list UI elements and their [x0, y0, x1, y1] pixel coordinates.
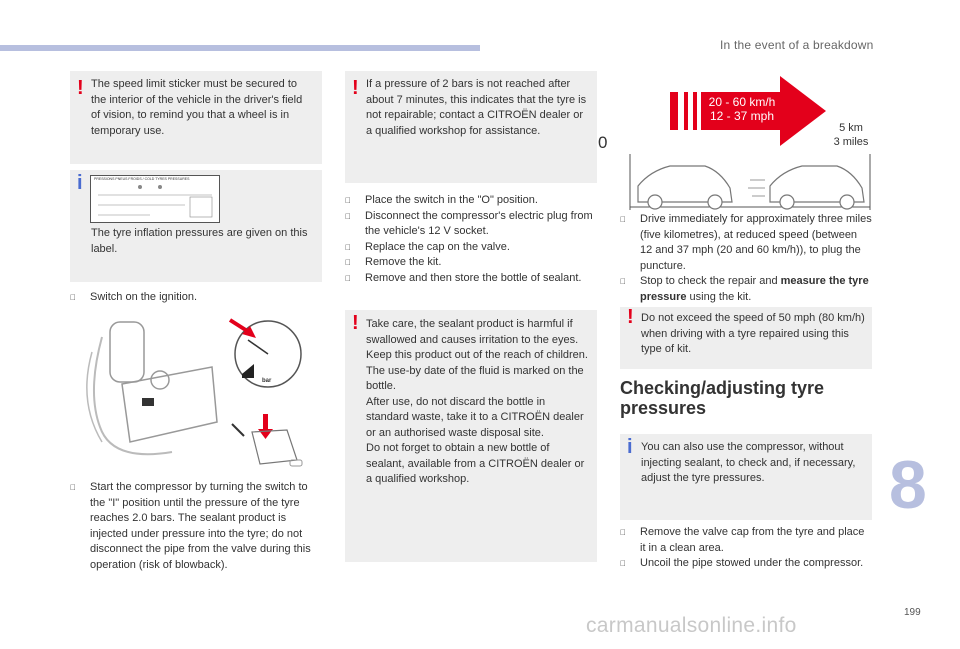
warning-icon: ! — [352, 312, 359, 334]
page-number: 199 — [904, 607, 921, 618]
speed-range-label: 20 - 60 km/h 12 - 37 mph — [708, 95, 776, 123]
warning-paragraph: The use-by date of the fluid is marked on the bottle. — [366, 364, 584, 392]
warning-paragraph: Take care, the sealant product is harmful if swallowed and causes irritation to the eyes. — [366, 318, 579, 346]
tyre-pressure-label-image — [90, 175, 220, 223]
warning-box-sticker — [70, 71, 322, 164]
warning-box-pressure — [345, 71, 597, 183]
info-text: You can also use the compressor, without injecting sealant, to check and, if necessary, adjust the tyre pressures. — [641, 441, 856, 484]
checkbox-bullet-icon — [345, 271, 351, 287]
list-item: Place the switch in the "O" position. — [345, 193, 603, 209]
warning-paragraph: After use, do not discard the bottle in standard waste, take it to a CITROËN dealer or an authorised waste disposal site. — [366, 395, 584, 439]
checkbox-bullet-icon — [345, 209, 351, 225]
warning-paragraph: Keep this product out of the reach of children. — [366, 349, 588, 361]
list-item: Uncoil the pipe stowed under the compressor. — [620, 556, 872, 572]
list-item: Disconnect the compressor's electric plug from the vehicle's 12 V socket. — [345, 209, 603, 240]
warning-icon: ! — [352, 77, 359, 99]
info-icon: i — [627, 436, 633, 458]
warning-icon: ! — [627, 306, 634, 328]
section-heading: Checking/adjusting tyre pressures — [620, 378, 825, 418]
checkbox-bullet-icon — [70, 480, 76, 496]
watermark: carmanualsonline.info — [586, 614, 797, 637]
warning-text — [366, 317, 590, 488]
info-box-compressor — [620, 434, 872, 520]
checkbox-bullet-icon — [345, 193, 351, 209]
gauge-unit-label: bar — [262, 378, 272, 384]
start-label: 0 — [598, 133, 608, 152]
step-list-ignition — [70, 290, 322, 306]
warning-box-sealant — [345, 310, 597, 562]
checkbox-bullet-icon — [620, 556, 626, 572]
warning-text: The speed limit sticker must be secured to the interior of the vehicle in the driver's field of vision, to remind you that a wheel is in temporary use. — [91, 78, 303, 137]
section-title: In the event of a breakdown — [720, 38, 874, 52]
step-list-finish — [345, 193, 603, 286]
list-item: Remove the valve cap from the tyre and place it in a clean area. — [620, 525, 872, 556]
label-heading: PRESSIONS PNEUS FROIDS / COLD TYRES PRESSURES — [94, 177, 190, 181]
list-item: Remove the kit. — [345, 255, 603, 271]
list-item: Switch on the ignition. — [70, 290, 322, 306]
step-list-drive — [620, 212, 872, 305]
info-box-label — [70, 170, 322, 282]
list-item: Stop to check the repair and measure the tyre pressure using the kit. — [620, 274, 872, 305]
info-icon: i — [77, 172, 83, 194]
checkbox-bullet-icon — [620, 525, 626, 541]
checkbox-bullet-icon — [70, 290, 76, 306]
checkbox-bullet-icon — [345, 255, 351, 271]
list-item: Drive immediately for approximately three miles (five kilometres), at reduced speed (between 12 and 37 mph (20 and 60 km/h)), to plug the puncture. — [620, 212, 872, 274]
warning-box-speed — [620, 307, 872, 369]
distance-label: 5 km 3 miles — [833, 122, 869, 148]
list-item: Remove and then store the bottle of sealant. — [345, 271, 603, 287]
checkbox-bullet-icon — [620, 212, 626, 228]
info-text: The tyre inflation pressures are given on this label. — [91, 227, 308, 255]
header-bar — [0, 45, 480, 51]
warning-text: Do not exceed the speed of 50 mph (80 km/h) when driving with a tyre repaired using this type of kit. — [641, 312, 865, 355]
warning-icon: ! — [77, 77, 84, 99]
list-item: Start the compressor by turning the switch to the "I" position until the pressure of the tyre reaches 2.0 bars. The sealant product is injected under pressure into the tyre; do not disconnect the pipe from the valve during this operation (risk of blowback). — [70, 480, 322, 573]
chapter-number: 8 — [889, 447, 927, 523]
warning-paragraph: Do not forget to obtain a new bottle of sealant, available from a CITROËN dealer or a qualified workshop. — [366, 442, 585, 485]
checkbox-bullet-icon — [345, 240, 351, 256]
checkbox-bullet-icon — [620, 274, 626, 290]
compressor-illustration — [82, 312, 314, 472]
step-list-valve — [620, 525, 872, 572]
list-item: Replace the cap on the valve. — [345, 240, 603, 256]
warning-text: If a pressure of 2 bars is not reached after about 7 minutes, this indicates that the tyre is not repairable; contact a CITROËN dealer or a qualified workshop for assistance. — [366, 78, 587, 137]
step-list-start — [70, 480, 322, 573]
